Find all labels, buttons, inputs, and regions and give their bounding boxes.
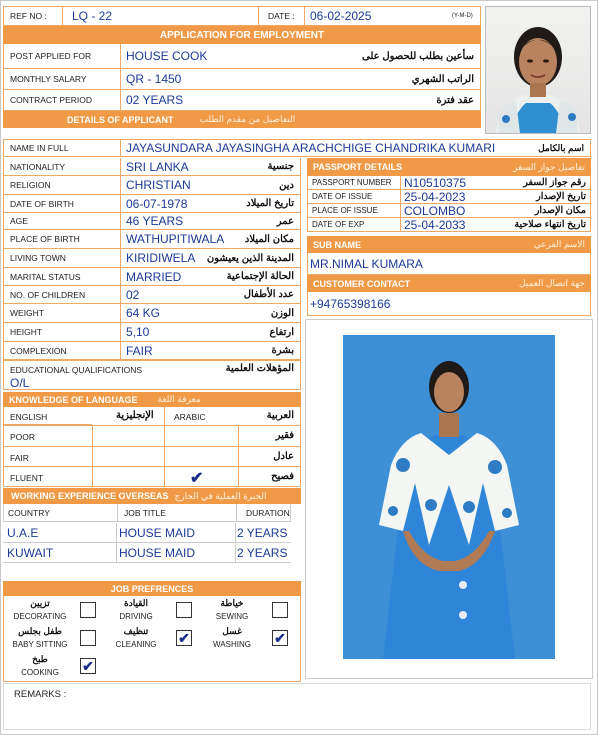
passport-label: PASSPORT NUMBER	[312, 178, 392, 187]
passport-bar-en: PASSPORT DETAILS	[313, 162, 403, 172]
subname-value: MR.NIMAL KUMARA	[310, 256, 423, 271]
passport-ar: مكان الإصدار	[534, 205, 586, 216]
exp-job: HOUSE MAID	[119, 546, 196, 560]
detail-label: NO. OF CHILDREN	[10, 289, 86, 300]
detail-ar: الحالة الإجتماعية	[226, 271, 294, 282]
english-ar: الإنجليزية	[116, 410, 154, 421]
passport-label: DATE OF EXP	[312, 220, 365, 229]
language-row	[4, 466, 300, 487]
detail-label: HEIGHT	[10, 327, 43, 337]
pref-en: SEWING	[215, 612, 249, 621]
applicant-bar-en: DETAILS OF APPLICANT	[67, 114, 174, 125]
header-duration: DURATION	[246, 508, 290, 518]
experience-table	[3, 504, 291, 564]
pref-item-baby-sitting	[4, 624, 100, 652]
detail-row-date-of-birth	[3, 195, 301, 213]
pref-checkbox[interactable]	[80, 602, 96, 618]
level-ar: فقير	[275, 430, 294, 441]
contact-bar	[307, 275, 591, 292]
contact-row	[307, 292, 591, 316]
passport-row	[307, 190, 591, 204]
english-level-mark: ✔	[190, 470, 204, 487]
detail-label: MARITAL STATUS	[10, 271, 81, 282]
exp-job: HOUSE MAID	[119, 526, 196, 540]
remarks-label: REMARKS :	[14, 689, 67, 700]
detail-ar: عدد الأطفال	[243, 289, 294, 300]
detail-ar: ارتفاع	[269, 326, 294, 338]
salary-row	[3, 69, 481, 90]
detail-label: RELIGION	[10, 180, 51, 190]
exp-duration: 2 YEARS	[237, 546, 288, 560]
pref-item-decorating	[4, 596, 100, 624]
detail-ar: بشرة	[271, 345, 294, 356]
remarks-box	[3, 683, 591, 730]
exp-country: KUWAIT	[7, 546, 54, 560]
passport-value: N10510375	[404, 175, 467, 190]
pref-item-cooking	[4, 652, 100, 680]
pref-checkbox[interactable]	[272, 630, 288, 646]
detail-value: CHRISTIAN	[126, 178, 191, 192]
post-label: POST APPLIED FOR	[10, 51, 92, 61]
post-value: HOUSE COOK	[126, 49, 208, 63]
period-row	[3, 90, 481, 111]
subname-bar-en: SUB NAME	[313, 239, 362, 250]
pref-en: COOKING	[21, 668, 59, 677]
detail-row-complexion	[3, 342, 301, 360]
prefs-grid	[3, 596, 301, 682]
detail-row-place-of-birth	[3, 230, 301, 249]
language-table	[3, 407, 301, 487]
passport-bar	[307, 158, 591, 176]
pref-ar: تزيين	[30, 598, 50, 608]
pref-ar: طبخ	[32, 654, 48, 664]
pref-item-sewing	[196, 596, 292, 624]
detail-row-height	[3, 323, 301, 342]
post-ar: سأعين بطلب للحصول على	[361, 50, 474, 62]
name-value: JAYASUNDARA JAYASINGHA ARACHCHIGE CHANDRIKA KUMARI	[126, 141, 496, 155]
detail-value: WATHUPITIWALA	[126, 232, 225, 246]
passport-value: 25-04-2023	[404, 189, 466, 204]
pref-en: CLEANING	[115, 640, 157, 649]
detail-value: 06-07-1978	[126, 196, 188, 211]
passport-ar: تاريخ الإصدار	[536, 191, 586, 202]
detail-row-nationality	[3, 158, 301, 176]
contact-value: +94765398166	[310, 296, 391, 311]
pref-ar: القيادة	[124, 598, 148, 608]
detail-value: 46 YEARS	[126, 214, 184, 228]
ref-value: LQ - 22	[72, 9, 113, 23]
contact-bar-en: CUSTOMER CONTACT	[313, 278, 411, 289]
detail-row-living-town	[3, 249, 301, 268]
education-box	[3, 360, 301, 390]
detail-row-age	[3, 213, 301, 230]
pref-ar: طفل بجلس	[18, 626, 62, 636]
passport-label: DATE OF ISSUE	[312, 192, 373, 201]
detail-value: 64 KG	[126, 306, 161, 320]
pref-en: DRIVING	[119, 612, 153, 621]
arabic-ar: العربية	[266, 410, 294, 421]
detail-ar: عمر	[276, 215, 294, 227]
passport-ar: تاريخ انتهاء صلاحية	[514, 219, 586, 230]
full-body-photo-frame	[305, 319, 593, 679]
header-job: JOB TITLE	[124, 508, 166, 518]
check-mark-icon: ✔	[274, 630, 286, 646]
passport-row	[307, 204, 591, 218]
detail-label: PLACE OF BIRTH	[10, 234, 80, 244]
salary-label: MONTHLY SALARY	[10, 74, 87, 84]
detail-label: NATIONALITY	[10, 161, 66, 172]
level-en: FAIR	[10, 453, 29, 463]
level-en: FLUENT	[10, 473, 44, 483]
name-row	[3, 139, 591, 157]
education-value: O/L	[10, 376, 30, 390]
exp-country: U.A.E	[7, 526, 39, 540]
detail-row-weight	[3, 304, 301, 323]
detail-row-religion	[3, 176, 301, 195]
detail-ar: مكان الميلاد	[244, 233, 294, 245]
level-en: POOR	[10, 432, 36, 442]
ref-row	[3, 6, 481, 26]
name-label: NAME IN FULL	[10, 143, 69, 153]
passport-value: 25-04-2033	[404, 217, 466, 232]
level-ar: فصيح	[271, 471, 294, 482]
pref-item-driving	[100, 596, 196, 624]
pref-item-washing	[196, 624, 292, 652]
form-title	[3, 26, 481, 44]
subname-bar-ar: الاسم الفرعي	[533, 239, 585, 249]
detail-label: AGE	[10, 216, 28, 226]
pref-en: WASHING	[213, 640, 251, 649]
header-country: COUNTRY	[8, 508, 50, 518]
english-en: ENGLISH	[10, 412, 48, 422]
experience-header	[3, 504, 291, 522]
applicant-portrait	[485, 6, 591, 134]
detail-ar: تاريخ الميلاد	[246, 198, 294, 209]
detail-value: 5,10	[126, 325, 150, 339]
exp-duration: 2 YEARS	[237, 526, 288, 540]
experience-row	[3, 523, 291, 543]
detail-label: COMPLEXION	[10, 345, 67, 356]
level-ar: عادل	[273, 451, 294, 462]
pref-checkbox[interactable]	[80, 658, 96, 674]
prefs-bar-text: JOB PREFRENCES	[110, 583, 194, 594]
experience-bar	[3, 488, 301, 504]
passport-value: COLOMBO	[404, 203, 466, 218]
passport-bar-ar: تفاصيل جواز السفر	[513, 161, 585, 172]
period-value: 02 YEARS	[126, 93, 184, 107]
detail-row-no-of-children	[3, 286, 301, 304]
detail-value: FAIR	[126, 343, 153, 358]
education-label: EDUCATIONAL QUALIFICATIONS	[10, 365, 143, 375]
pref-checkbox[interactable]	[176, 602, 192, 618]
applicant-bar-ar: التفاصيل من مقدم الطلب	[199, 114, 296, 124]
passport-row	[307, 218, 591, 232]
detail-value: 02	[126, 287, 140, 302]
contact-bar-ar: جهة اتصال العميل	[519, 278, 585, 288]
detail-label: WEIGHT	[10, 308, 44, 318]
pref-checkbox[interactable]	[272, 602, 288, 618]
check-mark-icon: ✔	[178, 630, 190, 646]
detail-ar: المدينة الذين يعيشون	[206, 252, 294, 264]
education-ar: المؤهلات العلمية	[225, 363, 294, 374]
pref-ar: خياطة	[220, 598, 244, 608]
date-label: DATE :	[268, 11, 295, 21]
pref-en: DECORATING	[13, 612, 67, 621]
language-row	[4, 426, 300, 446]
date-format: (Y-M-D)	[452, 13, 473, 19]
period-ar: عقد فترة	[436, 94, 474, 106]
detail-row-marital-status	[3, 268, 301, 286]
passport-row	[307, 176, 591, 190]
passport-label: PLACE OF ISSUE	[312, 206, 378, 215]
detail-value: MARRIED	[126, 269, 182, 284]
detail-ar: الوزن	[270, 307, 294, 319]
experience-bar-en: WORKING EXPERIENCE OVERSEAS	[11, 491, 169, 501]
applicant-bar	[3, 111, 481, 128]
salary-ar: الراتب الشهري	[411, 73, 474, 85]
date-value: 06-02-2025	[310, 9, 372, 23]
form-title-text: APPLICATION FOR EMPLOYMENT	[159, 29, 325, 41]
detail-ar: جنسية	[267, 161, 294, 172]
detail-ar: دين	[279, 179, 294, 191]
passport-ar: رقم جواز السفر	[523, 177, 586, 188]
arabic-en: ARABIC	[174, 412, 206, 422]
post-row	[3, 44, 481, 69]
pref-checkbox[interactable]	[80, 630, 96, 646]
language-row	[4, 446, 300, 467]
period-label: CONTRACT PERIOD	[10, 95, 93, 105]
prefs-bar	[3, 581, 301, 596]
pref-checkbox[interactable]	[176, 630, 192, 646]
detail-label: LIVING TOWN	[10, 253, 66, 263]
subname-bar	[307, 236, 591, 253]
language-bar	[3, 392, 301, 407]
name-ar: اسم بالكامل	[538, 142, 584, 153]
pref-en: BABY SITTING	[12, 640, 68, 649]
portrait-image	[486, 7, 590, 133]
experience-row	[3, 543, 291, 563]
salary-value: QR - 1450	[126, 72, 182, 86]
experience-bar-ar: الخبرة العملية في الخارج	[174, 490, 267, 501]
detail-value: KIRIDIWELA	[126, 251, 196, 265]
pref-ar: غسل	[222, 626, 242, 636]
check-mark-icon: ✔	[82, 658, 94, 674]
ref-label: REF NO :	[10, 11, 47, 21]
language-bar-ar: معرفة اللغة	[157, 394, 201, 404]
pref-ar: تنظيف	[123, 626, 149, 636]
pref-item-cleaning	[100, 624, 196, 652]
detail-value: SRI LANKA	[126, 159, 189, 174]
detail-label: DATE OF BIRTH	[10, 198, 74, 209]
language-bar-en: KNOWLEDGE OF LANGUAGE	[9, 394, 138, 405]
full-body-photo	[343, 335, 555, 659]
subname-row	[307, 253, 591, 275]
